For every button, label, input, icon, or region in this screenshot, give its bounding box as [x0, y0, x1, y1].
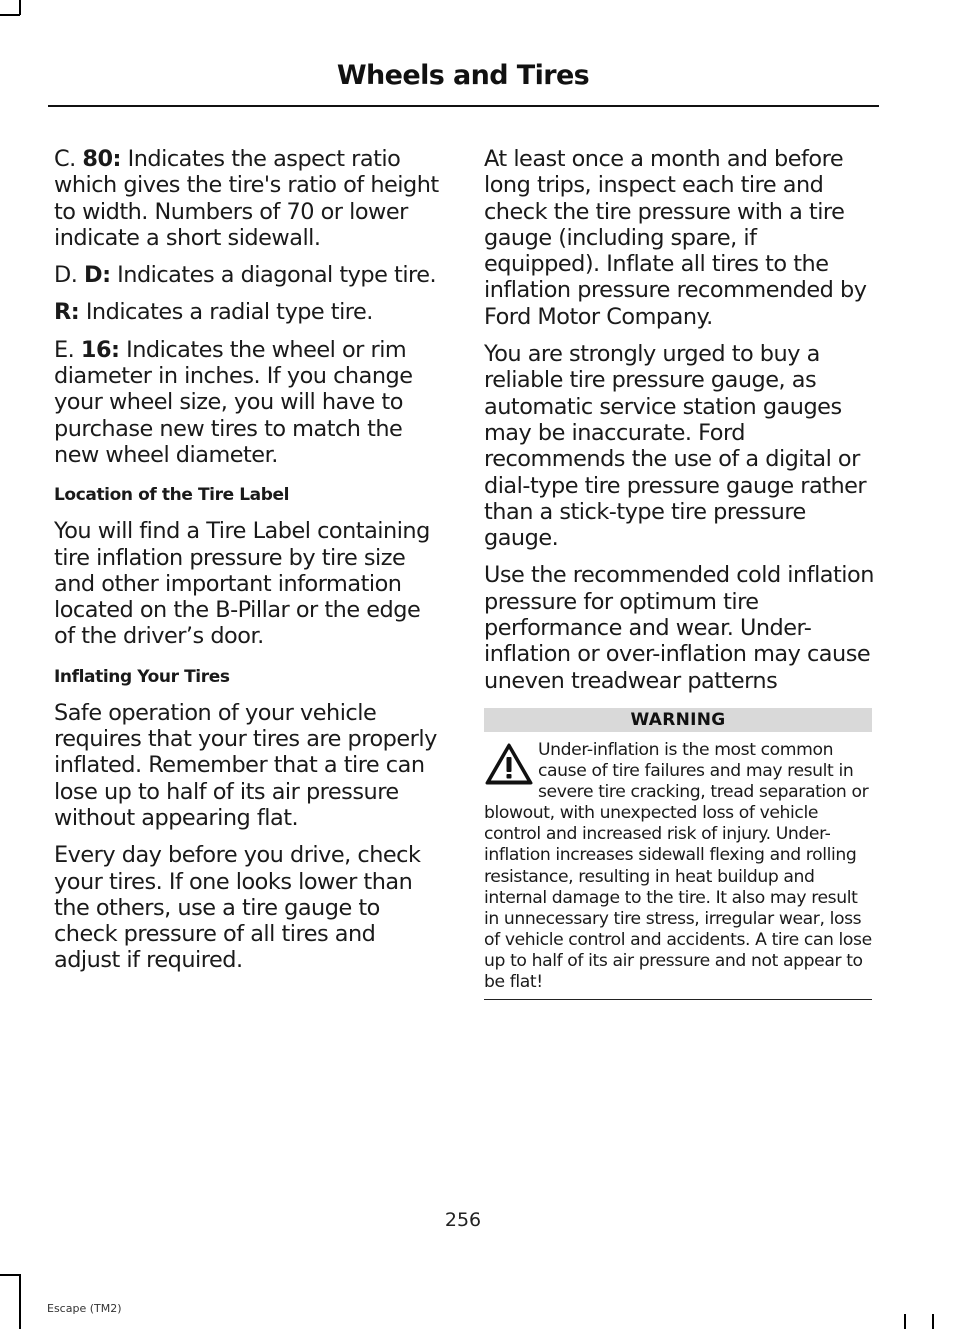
warning-body — [484, 740, 872, 993]
warning-text: Under-inflation is the most common cause of tire failures and may result in severe tire cracking, tread separation or blowout, with unexpected loss of vehicle control and increased risk of injury. Under-inflation increases sidewall flexing and rolling resistance, resulting in heat buildup and internal damage to the tire. It also may result in unnecessary tire stress, irregular wear, loss of vehicle control and accidents. A tire can lose up to half of its air pressure and not appear to be flat! — [484, 739, 872, 992]
crop-mark-top-left-h — [0, 14, 20, 16]
left-column — [54, 146, 446, 985]
paragraph-text: Indicates the aspect ratio which gives the tire's ratio of height to width. Numbers of 70 or lower indicate a short sidewall. — [54, 146, 439, 251]
code-term: R: — [54, 299, 80, 326]
section-heading-inflating: Inflating Your Tires — [54, 666, 230, 687]
crop-mark-bottom-left-v — [19, 1274, 21, 1329]
warning-triangle-icon — [484, 742, 534, 786]
paragraph-every-day: Every day before you drive, check your tires. If one looks lower than the others, use a tire gauge to check pressure of all tires and adjust if required. — [54, 842, 421, 974]
item-letter: C. — [54, 146, 83, 172]
right-column — [484, 146, 874, 1000]
crop-mark-top-left-v — [19, 0, 21, 15]
page-title: Wheels and Tires — [336, 60, 590, 91]
paragraph-safe-operation: Safe operation of your vehicle requires that your tires are properly inflated. Remember that a tire can lose up to half of its air pressure without appearing flat. — [54, 699, 437, 831]
code-term: 16: — [80, 336, 120, 363]
paragraph-cold-inflation: Use the recommended cold inflation pressure for optimum tire performance and wear. Under-inflation or over-inflation may cause uneven treadwear patterns — [484, 562, 874, 694]
paragraph-aspect-ratio — [54, 146, 446, 251]
crop-mark-bottom-left-h — [0, 1274, 20, 1276]
warning-box — [484, 708, 872, 1000]
paragraph-pressure-gauge: You are strongly urged to buy a reliable tire pressure gauge, as automatic service station gauges may be inaccurate. Ford recommends the use of a digital or dial-type tire pressure gauge rather than a stick-type tire pressure gauge. — [484, 341, 867, 552]
item-letter: E. — [54, 336, 81, 363]
paragraph-radial — [54, 299, 446, 325]
warning-heading: WARNING — [484, 708, 872, 732]
crop-mark-bottom-right-2 — [932, 1314, 934, 1329]
paragraph-text: Indicates a diagonal type tire. — [110, 262, 437, 289]
paragraph-text: Indicates a radial type tire. — [79, 299, 373, 326]
paragraph-monthly-check: At least once a month and before long trips, inspect each tire and check the tire pressure with a tire gauge (including spare, if equipped). Inflate all tires to the inflation pressure recommended by Ford Motor Company. — [484, 146, 867, 330]
page-number: 256 — [444, 1209, 482, 1231]
code-term: D: — [83, 262, 111, 289]
paragraph-rim-diameter — [54, 337, 446, 468]
title-divider — [48, 105, 879, 107]
code-term: 80: — [82, 146, 121, 172]
section-heading-location: Location of the Tire Label — [54, 485, 290, 506]
paragraph-text: Indicates the wheel or rim diameter in inches. If you change your wheel size, you will have to purchase new tires to match the new wheel diameter. — [54, 336, 413, 468]
paragraph-diagonal — [54, 262, 446, 288]
paragraph-location: You will find a Tire Label containing tire inflation pressure by tire size and other important information located on the B-Pillar or the edge of the driver’s door. — [54, 518, 430, 650]
crop-mark-bottom-right-1 — [904, 1314, 906, 1329]
item-letter: D. — [54, 262, 84, 289]
footer-document-label: Escape (TM2) — [47, 1302, 122, 1315]
